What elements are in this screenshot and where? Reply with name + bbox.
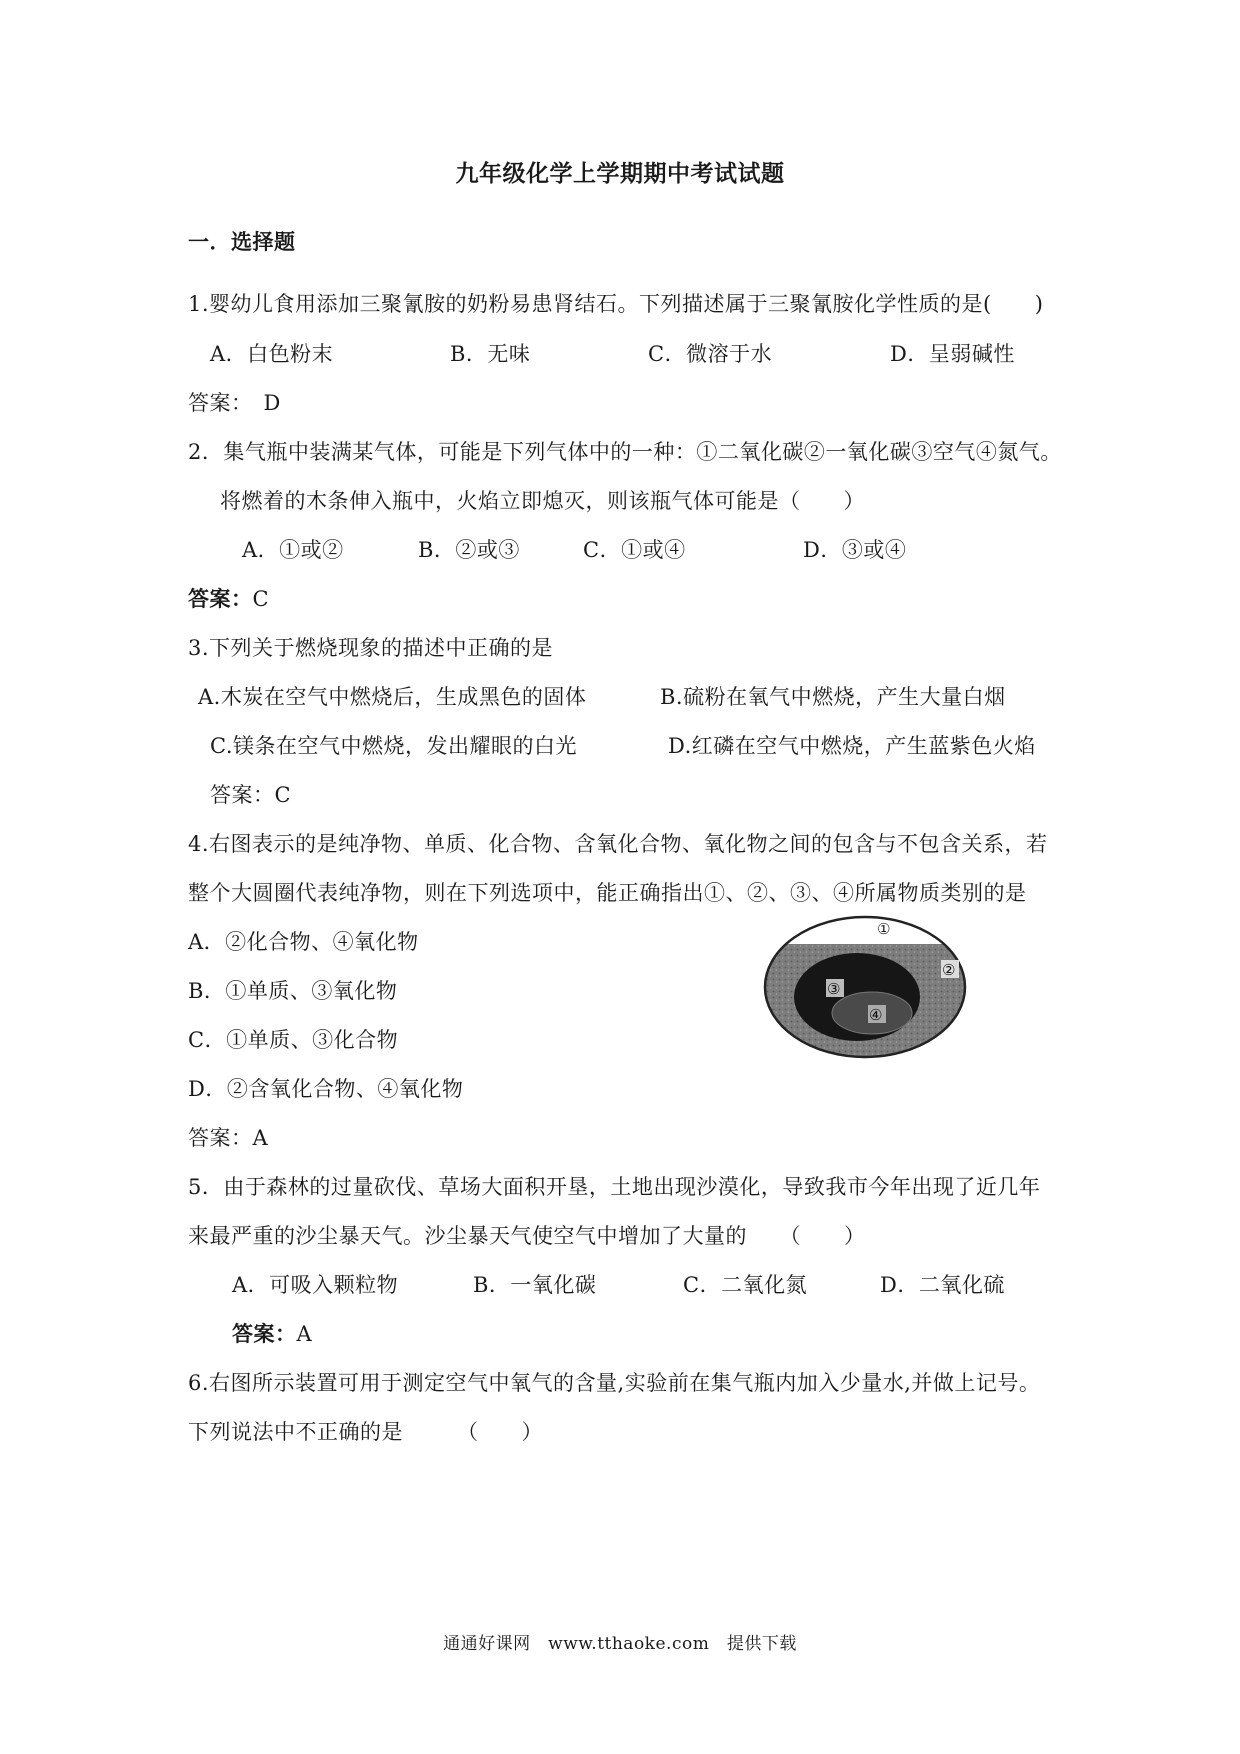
answer-value: A: [296, 1322, 313, 1346]
q2-option-d: D．③或④: [803, 538, 907, 562]
q3-option-a: A.木炭在空气中燃烧后，生成黑色的固体: [198, 685, 587, 709]
q3-option-c: C.镁条在空气中燃烧，发出耀眼的白光: [210, 734, 577, 758]
question-4-stem-line-2: 整个大圆圈代表纯净物，则在下列选项中，能正确指出①、②、③、④所属物质类别的是: [188, 881, 1027, 905]
q2-option-b: B．②或③: [418, 538, 520, 562]
q2-option-c: C．①或④: [583, 538, 686, 562]
label-3: ③: [827, 980, 841, 998]
question-2-answer: [188, 585, 269, 613]
q5-option-d: D．二氧化硫: [880, 1273, 1005, 1297]
answer-label: 答案：: [232, 1321, 297, 1346]
q2-option-a: A．①或②: [242, 538, 344, 562]
question-5-answer: [232, 1320, 312, 1348]
q1-option-b: B．无味: [450, 342, 531, 366]
label-2: ②: [942, 961, 956, 979]
q4-option-c: C．①单质、③化合物: [188, 1028, 399, 1052]
q3-option-d: D.红磷在空气中燃烧，产生蓝紫色火焰: [668, 734, 1036, 758]
q5-option-c: C．二氧化氮: [683, 1273, 808, 1297]
q1-option-d: D．呈弱碱性: [890, 342, 1015, 366]
question-3-answer: 答案：C: [210, 783, 292, 807]
question-3-stem: 3.下列关于燃烧现象的描述中正确的是: [188, 636, 554, 660]
q4-option-d: D．②含氧化合物、④氧化物: [188, 1077, 464, 1101]
section-heading: 一．选择题: [188, 229, 296, 254]
q5-option-b: B．一氧化碳: [473, 1273, 597, 1297]
q1-option-a: A．白色粉末: [210, 342, 334, 366]
footer-credit: 通通好课网 www.tthaoke.com 提供下载: [443, 1634, 797, 1654]
nested-circles-diagram: [760, 912, 970, 1062]
question-2-stem-line-1: 2．集气瓶中装满某气体，可能是下列气体中的一种：①二氧化碳②一氧化碳③空气④氮气。: [188, 440, 1062, 464]
q1-option-c: C．微溶于水: [648, 342, 773, 366]
question-6-stem-line-1: 6.右图所示装置可用于测定空气中氧气的含量,实验前在集气瓶内加入少量水,并做上记号。: [188, 1371, 1041, 1395]
q4-option-a: A．②化合物、④氧化物: [188, 930, 419, 954]
label-4: ④: [869, 1006, 883, 1024]
question-6-stem-line-2: 下列说法中不正确的是 （ ）: [188, 1420, 543, 1444]
question-5-stem-line-2: 来最严重的沙尘暴天气。沙尘暴天气使空气中增加了大量的 （ ）: [188, 1224, 866, 1248]
question-2-stem-line-2: 将燃着的木条伸入瓶中，火焰立即熄灭，则该瓶气体可能是（ ）: [220, 489, 865, 513]
q3-option-b: B.硫粉在氧气中燃烧，产生大量白烟: [660, 685, 1006, 709]
answer-label: 答案：: [188, 586, 253, 611]
question-1-answer: 答案： D: [188, 391, 281, 415]
question-5-stem-line-1: 5．由于森林的过量砍伐、草场大面积开垦，土地出现沙漠化，导致我市今年出现了近几年: [188, 1175, 1041, 1199]
answer-value: C: [252, 587, 270, 611]
q5-option-a: A．可吸入颗粒物: [232, 1273, 399, 1297]
label-1: ①: [877, 920, 891, 938]
q4-option-b: B．①单质、③氧化物: [188, 979, 398, 1003]
question-4-answer: 答案：A: [188, 1126, 269, 1150]
document-title: 九年级化学上学期期中考试试题: [455, 160, 785, 187]
question-1-stem: 1.婴幼儿食用添加三聚氰胺的奶粉易患肾结石。下列描述属于三聚氰胺化学性质的是( ): [188, 292, 1044, 316]
question-4-stem-line-1: 4.右图表示的是纯净物、单质、化合物、含氧化合物、氧化物之间的包含与不包含关系，若: [188, 832, 1048, 856]
